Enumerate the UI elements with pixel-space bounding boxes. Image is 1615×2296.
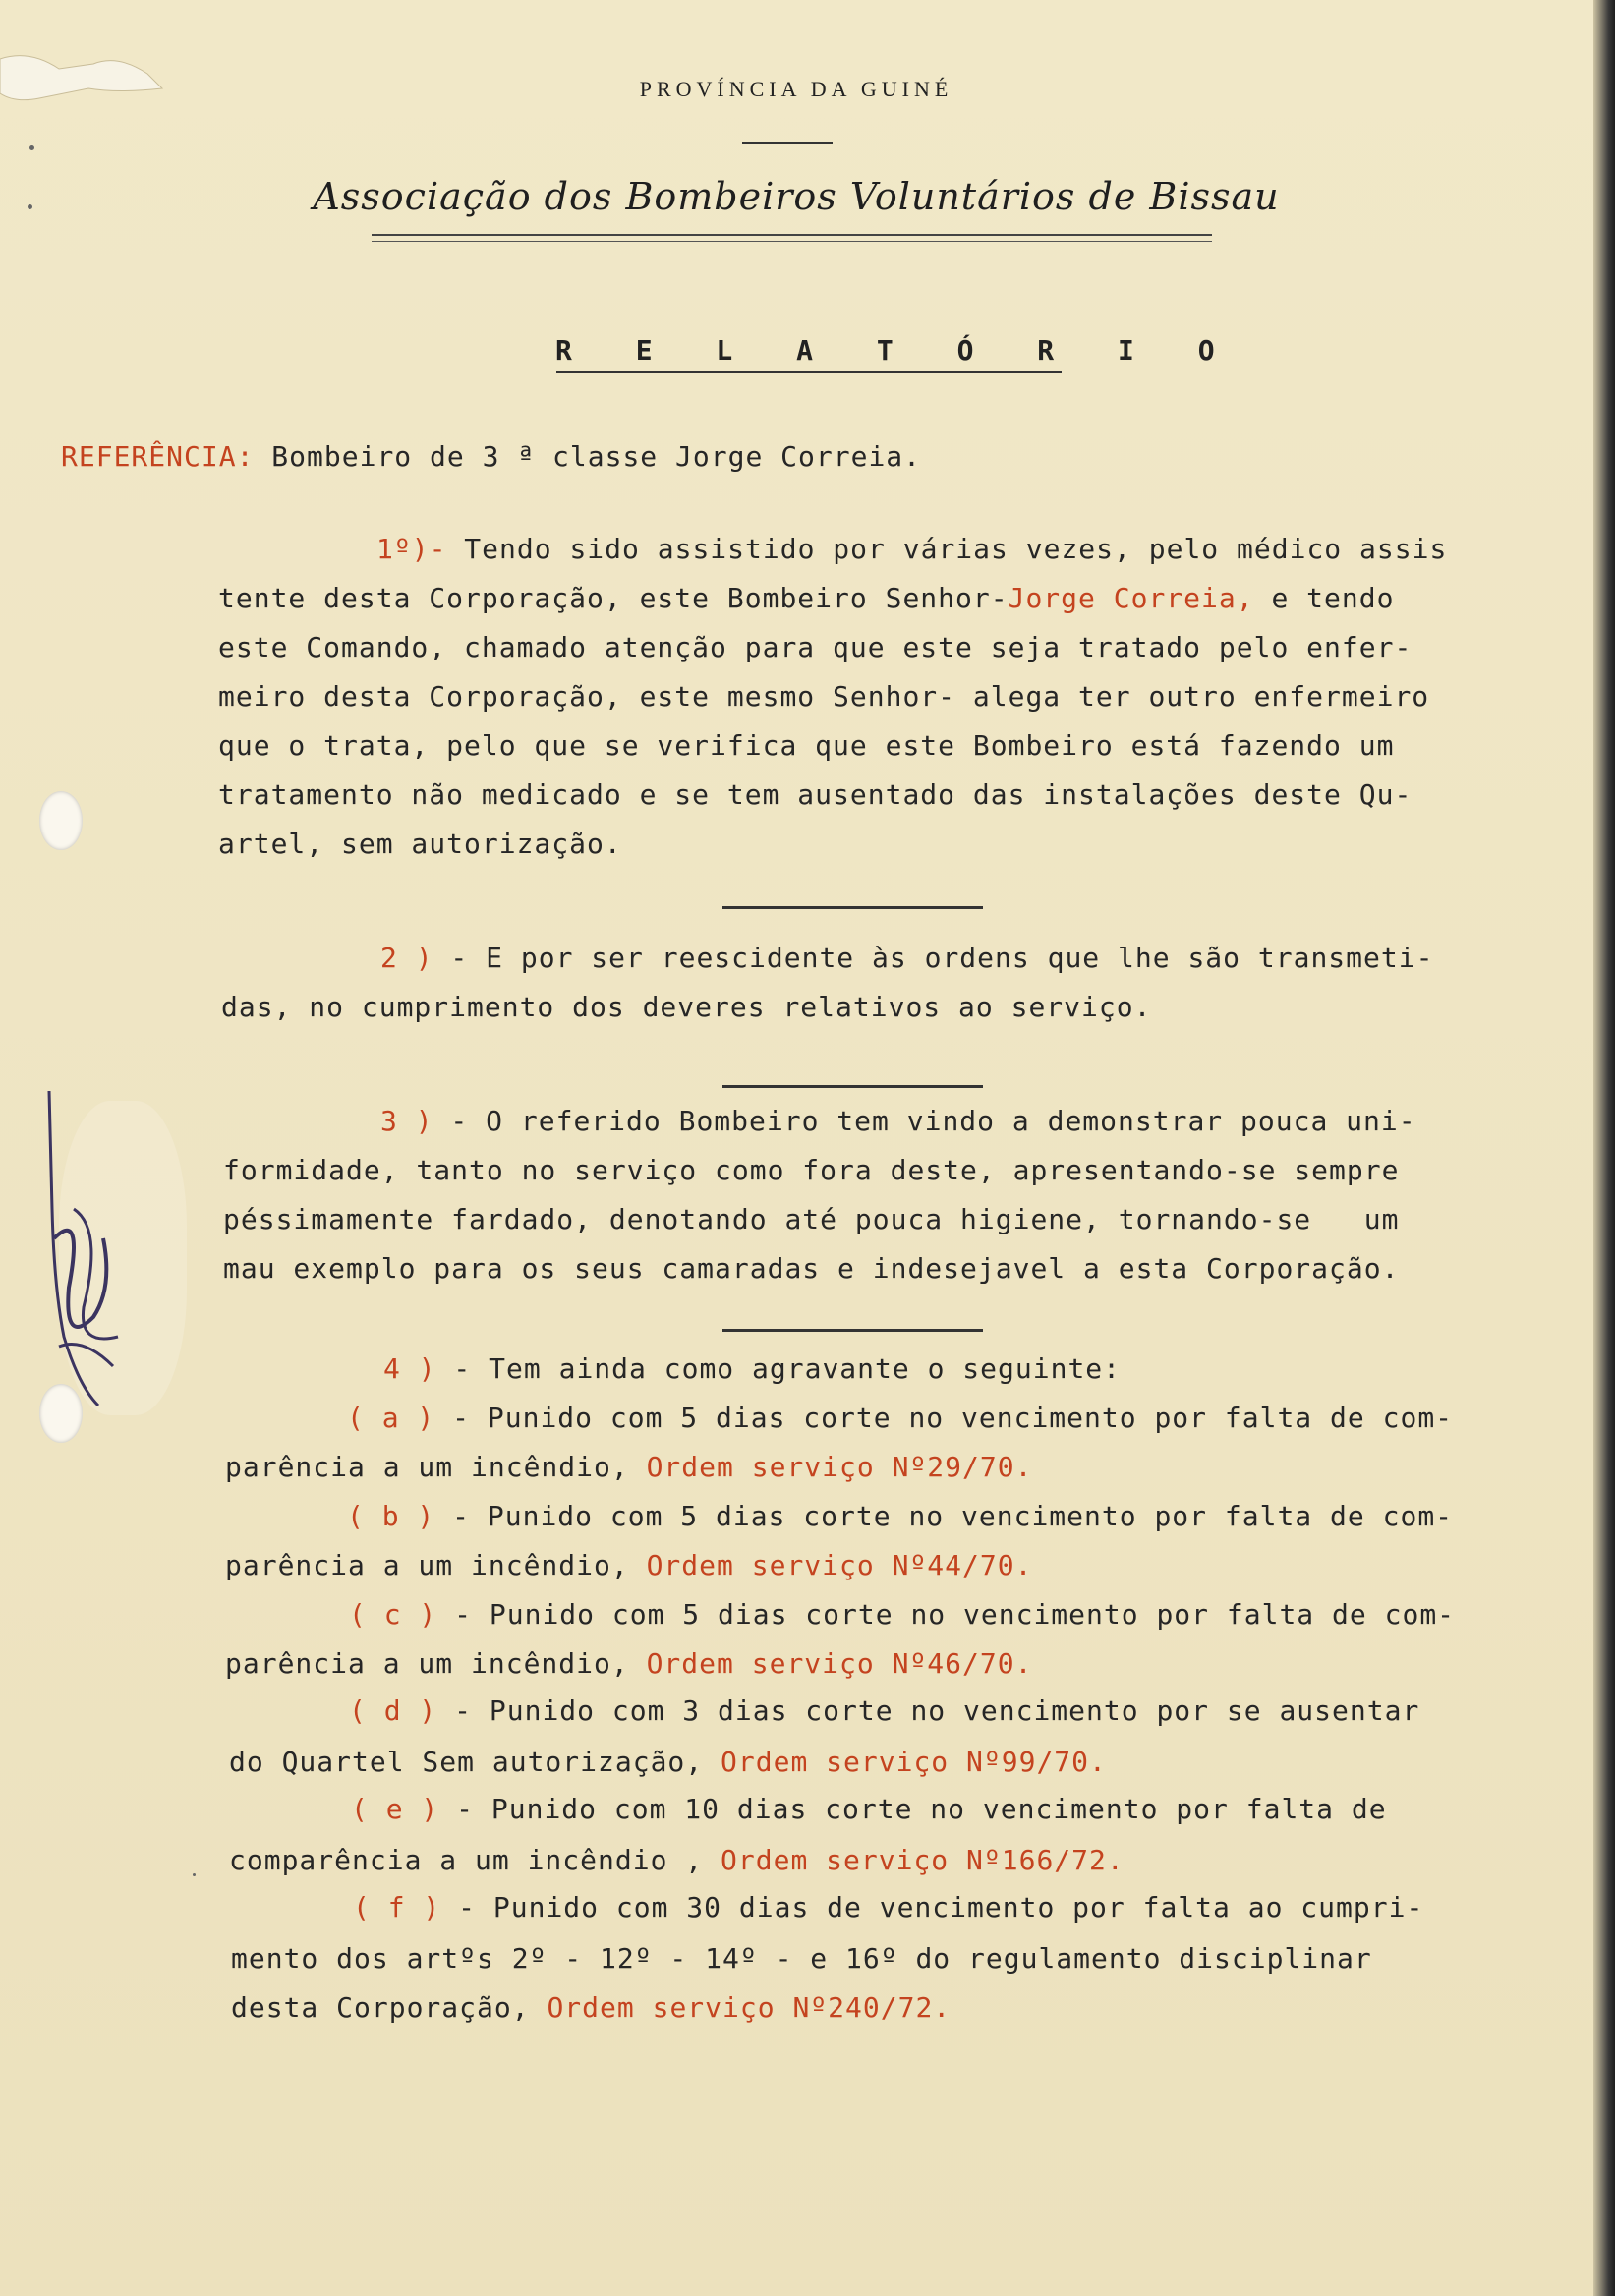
- item-f-tag: ( f ): [353, 1891, 441, 1923]
- item-e-tag: ( e ): [351, 1793, 439, 1825]
- p1-name: Jorge Correia,: [1008, 582, 1254, 614]
- association-underline-2: [372, 241, 1212, 242]
- p3-line-2: formidade, tanto no serviço como fora deste, apresentando-se sempre: [223, 1154, 1400, 1186]
- p2-line-2: das, no cumprimento dos deveres relativos ao serviço.: [221, 991, 1152, 1023]
- item-b-line-2: parência a um incêndio, Ordem serviço Nº44/70.: [225, 1549, 1033, 1581]
- item-b-line-1: ( b ) - Punido com 5 dias corte no vencimento por falta de com-: [347, 1500, 1454, 1532]
- p3-line-4: mau exemplo para os seus camaradas e indesejavel a esta Corporação.: [223, 1252, 1400, 1285]
- reference-label: REFERÊNCIA:: [61, 440, 255, 473]
- p1-line-1: 1º)- Tendo sido assistido por várias vezes, pelo médico assis: [376, 533, 1448, 565]
- section-divider-1: [722, 906, 983, 909]
- item-a-line-1: ( a ) - Punido com 5 dias corte no vencimento por falta de com-: [347, 1402, 1454, 1434]
- ink-speck: [28, 204, 32, 209]
- item-b-tag: ( b ): [347, 1500, 435, 1532]
- item-e-line-2: comparência a um incêndio , Ordem serviço Nº166/72.: [229, 1844, 1125, 1876]
- header-divider: [742, 142, 833, 144]
- p1-line-4: meiro desta Corporação, este mesmo Senhor- alega ter outro enfermeiro: [218, 680, 1430, 713]
- p3-number: 3 ): [380, 1105, 433, 1137]
- association-underline: [372, 234, 1212, 236]
- association-name: Associação dos Bombeiros Voluntários de Bissau: [313, 175, 1280, 218]
- p3-line-1: 3 ) - O referido Bombeiro tem vindo a demonstrar pouca uni-: [380, 1105, 1416, 1137]
- item-c-tag: ( c ): [349, 1598, 437, 1631]
- p1-number: 1º)-: [376, 533, 447, 565]
- item-d-line-2: do Quartel Sem autorização, Ordem serviço Nº99/70.: [229, 1746, 1107, 1778]
- item-c-line-1: ( c ) - Punido com 5 dias corte no vencimento por falta de com-: [349, 1598, 1456, 1631]
- p4-line-1: 4 ) - Tem ainda como agravante o seguinte:: [383, 1352, 1122, 1385]
- item-c-order: Ordem serviço Nº46/70.: [646, 1647, 1033, 1680]
- ink-speck: [29, 145, 34, 150]
- punch-hole-top: [39, 791, 83, 850]
- item-d-tag: ( d ): [349, 1694, 437, 1727]
- title-underline: [556, 371, 1062, 373]
- p2-line-1: 2 ) - E por ser reescidente às ordens que lhe são transmeti-: [380, 942, 1434, 974]
- province-heading: PROVÍNCIA DA GUINÉ: [639, 77, 953, 101]
- reference-line: [61, 440, 921, 473]
- p4-number: 4 ): [383, 1352, 436, 1385]
- p1-line-6: tratamento não medicado e se tem ausentado das instalações deste Qu-: [218, 778, 1413, 811]
- p2-number: 2 ): [380, 942, 433, 974]
- item-f-order: Ordem serviço Nº240/72.: [547, 1991, 952, 2024]
- p3-line-3: péssimamente fardado, denotando até pouca higiene, tornando-se um: [223, 1203, 1400, 1235]
- item-d-line-1: ( d ) - Punido com 3 dias corte no vencimento por se ausentar: [349, 1694, 1420, 1727]
- ink-speck: [193, 1873, 196, 1876]
- p1-line-3: este Comando, chamado atenção para que este seja tratado pelo enfer-: [218, 631, 1413, 663]
- section-divider-3: [722, 1329, 983, 1332]
- p1-line-5: que o trata, pelo que se verifica que este Bombeiro está fazendo um: [218, 729, 1395, 762]
- item-c-line-2: parência a um incêndio, Ordem serviço Nº46/70.: [225, 1647, 1033, 1680]
- document-title: R E L A T Ó R I O: [555, 334, 1239, 367]
- item-e-order: Ordem serviço Nº166/72.: [721, 1844, 1125, 1876]
- p1-line-7: artel, sem autorização.: [218, 828, 622, 860]
- item-d-order: Ordem serviço Nº99/70.: [721, 1746, 1107, 1778]
- item-e-line-1: ( e ) - Punido com 10 dias corte no vencimento por falta de: [351, 1793, 1387, 1825]
- handwritten-initials: [25, 1091, 162, 1464]
- item-f-line-3: desta Corporação, Ordem serviço Nº240/72.: [231, 1991, 952, 2024]
- item-b-order: Ordem serviço Nº44/70.: [646, 1549, 1033, 1581]
- reference-text: Bombeiro de 3 ª classe Jorge Correia.: [254, 440, 922, 473]
- section-divider-2: [722, 1085, 983, 1088]
- item-a-tag: ( a ): [347, 1402, 435, 1434]
- item-a-order: Ordem serviço Nº29/70.: [646, 1451, 1033, 1483]
- item-a-line-2: parência a um incêndio, Ordem serviço Nº29/70.: [225, 1451, 1033, 1483]
- p1-line-2: tente desta Corporação, este Bombeiro Senhor-Jorge Correia, e tendo: [218, 582, 1395, 614]
- item-f-line-1: ( f ) - Punido com 30 dias de vencimento por falta ao cumpri-: [353, 1891, 1424, 1923]
- item-f-line-2: mento dos artºs 2º - 12º - 14º - e 16º do regulamento disciplinar: [231, 1942, 1372, 1975]
- scan-edge: [1593, 0, 1615, 2296]
